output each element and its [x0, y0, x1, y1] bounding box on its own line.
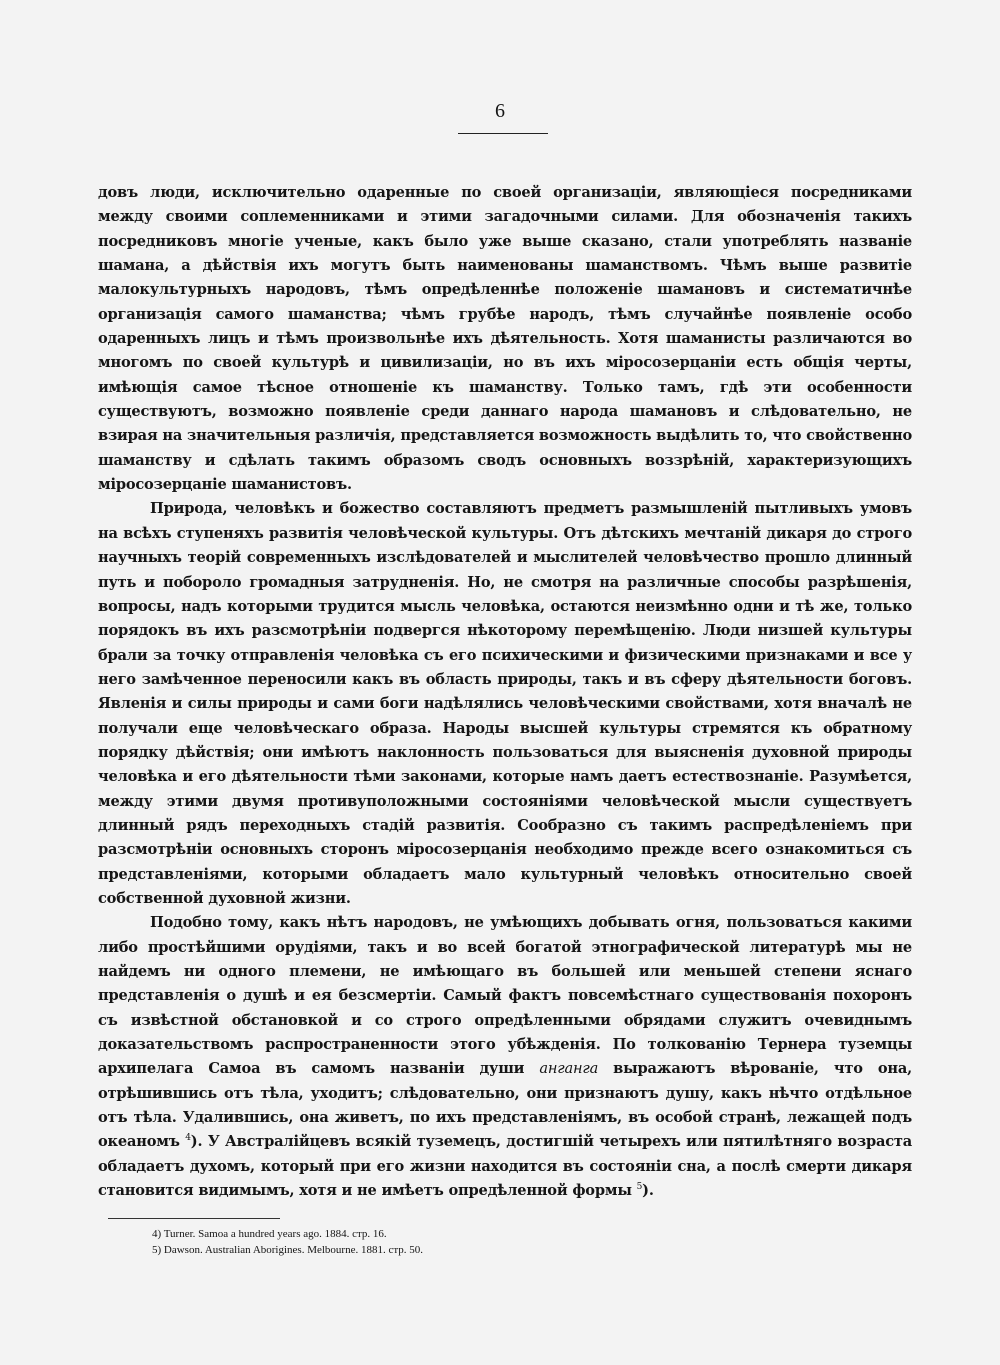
footnote-5: 5) Dawson. Australian Aborigines. Melbourne. 1881. стр. 50.: [152, 1244, 424, 1256]
paragraph-3-part-3: ). У Австралiйцевъ всякiй туземецъ, достигшiй четырехъ или пятилѣтняго возраста обладаетъ духомъ, который при его жизни находится въ состоянiи сна, а послѣ смерти дикаря становится видимымъ, хотя и не имѣетъ опредѣленной формы: [98, 1133, 912, 1200]
footnote-ref-4[interactable]: 4: [185, 1133, 191, 1144]
footnote-ref-5[interactable]: 5: [636, 1182, 643, 1193]
paragraph-3: [98, 911, 912, 1203]
footnote-rule: [108, 1218, 280, 1219]
footnote-4: 4) Turner. Samoa a hundred years ago. 1884. стр. 16.: [152, 1228, 387, 1240]
footnotes: [152, 1226, 852, 1258]
paragraph-2: Природа, человѣкъ и божество составляютъ предметъ размышленiй пытливыхъ умовъ на всѣхъ ступеняхъ развитiя человѣческой культуры. Отъ дѣтскихъ мечтанiй дикаря до строго научныхъ теорiй современныхъ изслѣдователей и мыслителей человѣчество прошло длинный путь и поборолo громадныя затрудненiя. Но, не смотря на различные способы разрѣшенiя, вопросы, надъ которыми трудится мысль человѣка, остаются неизмѣнно одни и тѣ же, только порядокъ въ ихъ разсмотрѣнiи подвергся нѣкоторому перемѣщенiю. Люди низшей культуры брали за точку отправленiя человѣка съ его психическими и физическими признаками и все у него замѣченное переносили какъ въ область природы, такъ и въ сферу дѣятельности боговъ. Явленiя и силы природы и сами боги надѣлялись человѣческими свойствами, хотя вначалѣ не получали еще человѣческаго образа. Народы высшей культуры стремятся къ обратному порядку дѣйствiя; они имѣютъ наклонность пользоваться для выясненiя духовной природы человѣка и его дѣятельности тѣми законами, которые намъ даетъ естествознанiе. Разумѣется, между этими двумя противуположными состоянiями человѣческой мысли существуетъ длинный рядъ переходныхъ стадiй развитiя. Сообразно съ такимъ распредѣленiемъ при разсмотрѣнiи основныхъ сторонъ мiросозерцанiя необходимо прежде всего ознакомиться съ представленiями, которыми обладаетъ мало культурный человѣкъ относительно своей собственной духовной жизни.: [98, 500, 912, 907]
paragraph-3-part-2: выражаютъ вѣрованiе, что она, отрѣшившись отъ тѣла, уходитъ; слѣдовательно, они признаютъ душу, какъ нѣчто отдѣльное отъ тѣла. Удалившись, она живетъ, по ихъ представленiямъ, въ особой странѣ, лежащей подъ океаномъ: [98, 1060, 912, 1151]
page-number: 6: [495, 100, 505, 122]
paragraph-3-part-1: Подобно тому, какъ нѣтъ народовъ, не умѣющихъ добывать огня, пользоваться какими либо простѣйшими орудiями, такъ и во всей богатой этнографической литературѣ мы не найдемъ ни одного племени, не имѣющаго въ большей или меньшей степени яснаго представленiя о душѣ и ея безсмертiи. Самый фактъ повсемѣстнаго существованiя похоронъ съ извѣстной обстановкой и со строго опредѣленными обрядами служитъ очевиднымъ доказательствомъ распространенности этого убѣжденiя. По толкованiю Тернера туземцы архипелага Самоа въ самомъ названiи души: [98, 914, 912, 1078]
paragraph-1: довъ люди, исключительно одаренные по своей организацiи, являющiеся посредниками между своими соплеменниками и этими загадочными силами. Для обозначенiя такихъ посредниковъ многiе ученые, какъ было уже выше сказано, стали употреблять названiе шамана, а дѣйствiя ихъ могутъ быть наименованы шаманствомъ. Чѣмъ выше развитiе малокультурныхъ народовъ, тѣмъ опредѣленнѣе положенiе шамановъ и систематичнѣе организацiя самого шаманства; чѣмъ грубѣе народъ, тѣмъ случайнѣе появленiе особо одаренныхъ лицъ и тѣмъ произвольнѣе ихъ дѣятельность. Хотя шаманисты различаются во многомъ по своей культурѣ и цивилизацiи, но въ ихъ мiросозерцанiи есть общiя черты, имѣющiя самое тѣсное отношенiе къ шаманству. Только тамъ, гдѣ эти особенности существуютъ, возможно появленiе среди даннаго народа шамановъ и слѣдовательно, не взирая на значительныя различiя, представляется возможность выдѣлить то, что свойственно шаманству и сдѣлать такимъ образомъ сводъ основныхъ воззрѣнiй, характеризующихъ мiросозерцанiе шаманистовъ.: [98, 184, 912, 494]
italic-term: ангангa: [539, 1060, 599, 1078]
body-text: [98, 181, 912, 1203]
header-rule: [458, 133, 548, 134]
paragraph-3-end: ).: [642, 1182, 654, 1200]
